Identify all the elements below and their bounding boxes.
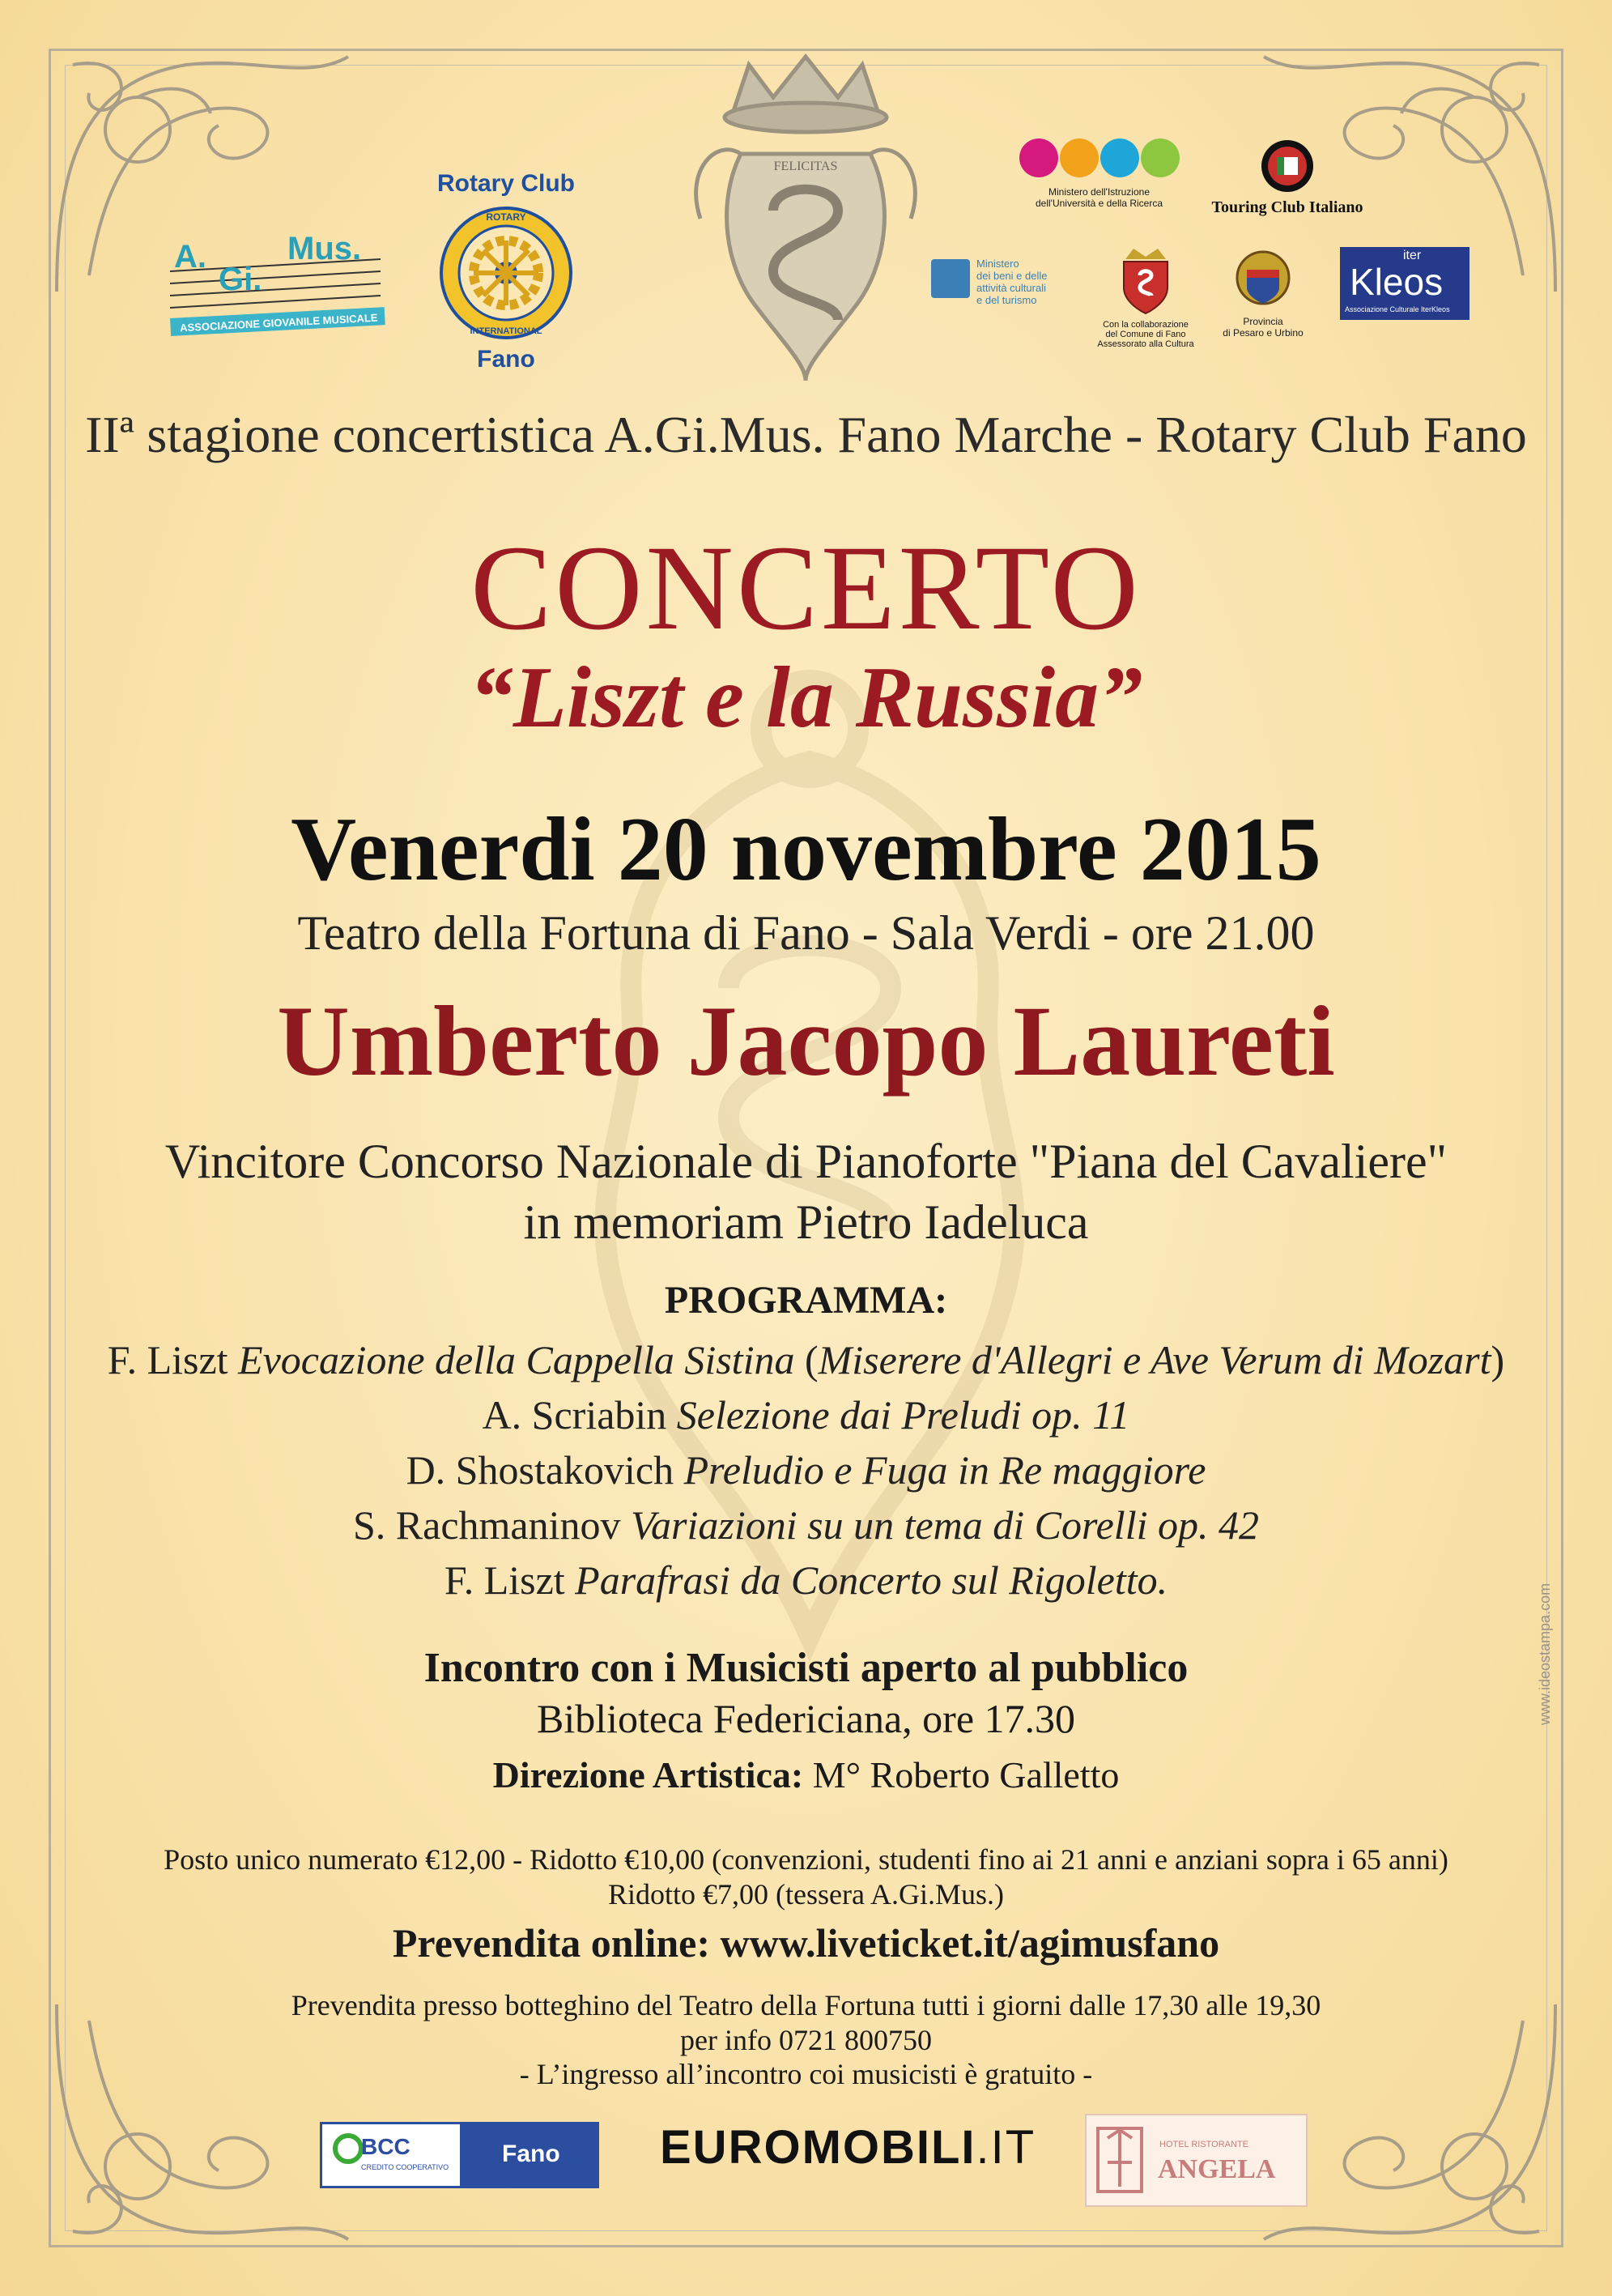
- miur-circles-icon: [1019, 134, 1180, 182]
- artist-name: Umberto Jacopo Laureti: [277, 986, 1335, 1097]
- program-work-note: Miserere d'Allegri e Ave Verum di Mozart: [818, 1337, 1491, 1382]
- rotary-wheel-icon: [437, 204, 575, 342]
- bcc-fano-text: Fano: [502, 2141, 560, 2167]
- rotary-club-title: Rotary Club: [436, 170, 575, 197]
- rotary-club-logo: [429, 170, 583, 389]
- provincia-logo: [1210, 247, 1316, 352]
- crest-motto: FELICITAS: [773, 160, 838, 173]
- comune-text-2: del Comune di Fano: [1105, 330, 1186, 339]
- season-title: IIª stagione concertistica A.Gi.Mus. Fano Marche - Rotary Club Fano: [85, 406, 1527, 463]
- price-line-1: Posto unico numerato €12,00 - Ridotto €10,00 (convenzioni, studenti fino ai 21 anni e anziani sopra i 65 anni): [164, 1843, 1448, 1876]
- miur-caption-1: Ministero dell'Istruzione: [1048, 186, 1150, 198]
- program-item: [0, 1502, 1612, 1548]
- bcc-fano-logo: [320, 2122, 599, 2188]
- kleos-iter: iter: [1403, 249, 1422, 262]
- program-composer: S. Rachmaninov: [353, 1502, 632, 1548]
- miur-logo: [1016, 134, 1182, 223]
- kleos-caption: Associazione Culturale IterKleos: [1345, 305, 1450, 313]
- direction-label: Direzione Artistica:: [492, 1754, 804, 1795]
- concert-title: CONCERTO: [470, 521, 1142, 655]
- miur-caption-2: dell'Università e della Ricerca: [1035, 198, 1163, 209]
- comune-text-3: Assessorato alla Cultura: [1097, 339, 1194, 349]
- rotary-ring-bottom: INTERNATIONAL: [470, 326, 542, 336]
- touring-club-logo: [1198, 138, 1376, 227]
- award-line-2: in memoriam Pietro Iadeluca: [523, 1195, 1089, 1249]
- comune-text-1: Con la collaborazione: [1103, 320, 1189, 330]
- euromobili-logo: [660, 2120, 1036, 2175]
- agimus-caption: ASSOCIAZIONE GIOVANILE MUSICALE: [179, 311, 378, 334]
- iterkleos-logo: [1340, 247, 1470, 320]
- online-presale-link[interactable]: Prevendita online: www.liveticket.it/agimusfano: [392, 1920, 1220, 1966]
- comune-fano-crest-icon: [1117, 247, 1174, 316]
- euromobili-ext: .IT: [976, 2121, 1036, 2174]
- provincia-text-2: di Pesaro e Urbino: [1223, 327, 1304, 339]
- touring-club-name: Touring Club Italiano: [1211, 198, 1363, 216]
- hotel-angela-small-text: HOTEL RISTORANTE: [1159, 2140, 1249, 2149]
- program-work: Selezione dai Preludi op. 11: [676, 1392, 1130, 1438]
- kleos-name: Kleos: [1350, 261, 1444, 303]
- hotel-angela-mark-icon: [1091, 2122, 1148, 2199]
- rotary-club-location: Fano: [477, 346, 535, 373]
- mibact-text-4: e del turismo: [976, 294, 1037, 306]
- program-item: [0, 1336, 1612, 1383]
- euromobili-main: EUROMOBILI: [660, 2121, 976, 2174]
- direction-name: M° Roberto Galletto: [803, 1754, 1120, 1795]
- bcc-left-panel: [322, 2124, 460, 2186]
- event-venue: Teatro della Fortuna di Fano - Sala Verdi - ore 21.00: [297, 906, 1315, 960]
- program-work: Variazioni su un tema di Corelli op. 42: [631, 1502, 1259, 1548]
- program-work: Evocazione della Cappella Sistina: [238, 1337, 795, 1382]
- hotel-angela-name: ANGELA: [1158, 2154, 1276, 2184]
- provincia-crest-icon: [1235, 247, 1291, 312]
- bcc-right-panel: [460, 2124, 597, 2186]
- artistic-direction: [0, 1753, 1612, 1796]
- agimus-gi: Gi.: [219, 262, 262, 297]
- info-line-1: Prevendita presso botteghino del Teatro della Fortuna tutti i giorni dalle 17,30 alle 19,30: [291, 1989, 1321, 2021]
- program-heading: PROGRAMMA:: [664, 1279, 948, 1322]
- bcc-mark-icon: [332, 2132, 364, 2165]
- program-composer: F. Liszt: [107, 1337, 239, 1382]
- provincia-text-1: Provincia: [1243, 316, 1283, 327]
- program-work: Preludio e Fuga in Re maggiore: [683, 1447, 1206, 1493]
- program-work: Parafrasi da Concerto sul Rigoletto.: [575, 1557, 1168, 1603]
- touring-club-emblem-icon: [1259, 138, 1316, 194]
- program-composer: F. Liszt: [444, 1557, 576, 1603]
- price-line-2: Ridotto €7,00 (tessera A.Gi.Mus.): [608, 1878, 1004, 1910]
- comune-fano-logo: [1073, 247, 1219, 356]
- event-date: Venerdi 20 novembre 2015: [291, 799, 1321, 900]
- fano-crest-icon: [684, 40, 927, 389]
- agimus-logo: [170, 231, 389, 352]
- mibact-text-1: Ministero: [976, 258, 1019, 270]
- program-item: [0, 1446, 1612, 1493]
- concert-subtitle: “Liszt e la Russia”: [469, 650, 1143, 746]
- program-item: [0, 1391, 1612, 1438]
- meeting-title: Incontro con i Musicisti aperto al pubblico: [423, 1645, 1189, 1691]
- info-line-2: per info 0721 800750: [680, 2024, 932, 2056]
- agimus-mus: Mus.: [287, 231, 362, 266]
- info-line-3: - L’ingresso all’incontro coi musicisti è gratuito -: [519, 2058, 1093, 2090]
- program-composer: A. Scriabin: [482, 1392, 677, 1438]
- mibact-mark: [931, 259, 970, 298]
- program-paren-open: (: [794, 1337, 819, 1382]
- mibact-text-2: dei beni e delle: [976, 270, 1048, 282]
- bcc-caption: CREDITO COOPERATIVO: [361, 2163, 449, 2171]
- mibact-text-3: attività culturali: [976, 282, 1046, 294]
- bcc-text: BCC: [361, 2134, 410, 2159]
- printer-credit: www.ideostampa.com: [1537, 1582, 1553, 1725]
- program-paren-close: ): [1491, 1337, 1505, 1382]
- rotary-ring-top: ROTARY: [486, 211, 526, 223]
- mibact-logo: [931, 258, 1053, 322]
- award-line-1: Vincitore Concorso Nazionale di Pianoforte "Piana del Cavaliere": [164, 1135, 1448, 1188]
- hotel-angela-logo: [1085, 2114, 1308, 2207]
- program-item: [0, 1557, 1612, 1604]
- meeting-location: Biblioteca Federiciana, ore 17.30: [536, 1696, 1076, 1741]
- agimus-a: A.: [174, 239, 206, 275]
- program-composer: D. Shostakovich: [406, 1447, 684, 1493]
